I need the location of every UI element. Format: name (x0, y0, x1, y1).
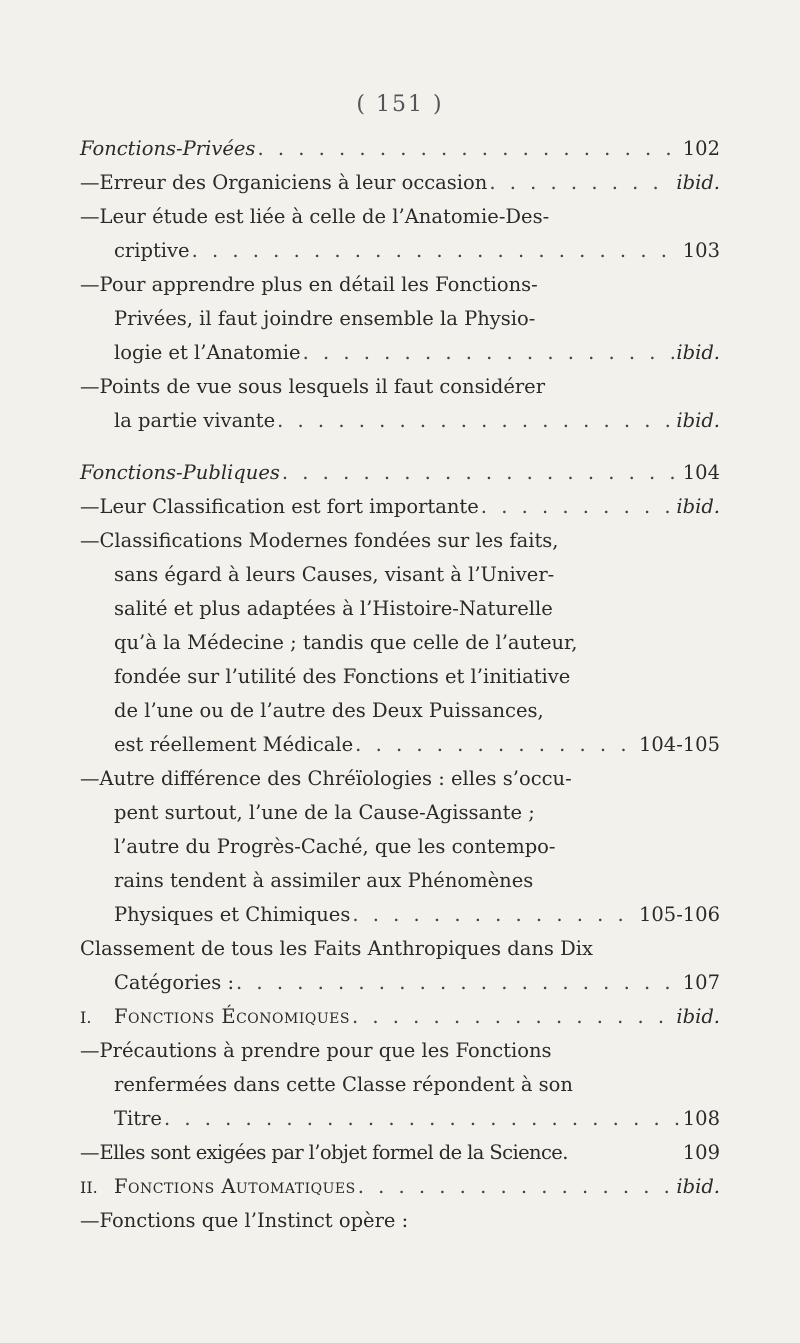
dot-leader (352, 898, 637, 932)
toc-entry-continuation (80, 830, 720, 864)
entry-text: rains tendent à assimiler aux Phénomènes (114, 869, 534, 892)
page-ref: 109 (682, 1141, 720, 1164)
toc-entry: —Fonctions que l’Instinct opère : (80, 1209, 409, 1232)
toc-category (80, 1170, 720, 1204)
entry-text: l’autre du Progrès-Caché, que les contempo- (114, 835, 556, 858)
heading-text: Fonctions-Privées (80, 137, 256, 160)
dot-leader (481, 490, 675, 524)
entry-text: est réellement Médicale (114, 733, 354, 756)
dot-leader (355, 728, 637, 762)
page-ref: ibid. (676, 1175, 720, 1198)
toc-entry: —Leur étude est liée à celle de l’Anatomie-Des- (80, 205, 550, 228)
category-title: Fonctions Économiques (114, 1005, 350, 1028)
page-ref: 105-106 (638, 903, 720, 926)
entry-text: Points de vue sous lesquels il faut considérer (99, 375, 546, 398)
dot-leader (282, 456, 681, 490)
toc-section-continuation (80, 966, 720, 1000)
entry-text: Erreur des Organiciens à leur occasion (99, 171, 488, 194)
page-ref: 104-105 (638, 733, 720, 756)
entry-text: Leur étude est liée à celle de l’Anatomie-Des- (99, 205, 550, 228)
dot-leader (192, 234, 681, 268)
toc-entry-continuation (80, 1068, 720, 1102)
page-ref: 108 (682, 1107, 720, 1130)
toc-entry-continuation (80, 626, 720, 660)
dot-leader (489, 166, 674, 200)
toc-entry-continuation (80, 898, 720, 932)
toc-entry-continuation (80, 558, 720, 592)
entry-text: Titre (114, 1107, 162, 1130)
toc-entry-continuation (80, 592, 720, 626)
entry-text: Précautions à prendre pour que les Fonctions (99, 1039, 552, 1062)
page-ref: ibid. (676, 1005, 720, 1028)
toc-entry-continuation (80, 694, 720, 728)
category-number: I. (80, 1008, 92, 1027)
toc-entry-continuation (80, 660, 720, 694)
entry-text: salité et plus adaptées à l’Histoire-Naturelle (114, 597, 553, 620)
entry-text: Privées, il faut joindre ensemble la Physio- (114, 307, 536, 330)
entry-text: Pour apprendre plus en détail les Fonctions- (99, 273, 538, 296)
toc-entry-continuation (80, 1102, 720, 1136)
page-ref: 103 (682, 239, 720, 262)
entry-text: Elles sont exigées par l’objet formel de la Science. (99, 1141, 568, 1164)
page-ref: ibid. (676, 409, 720, 432)
dot-leader (303, 336, 675, 370)
entry-text: renfermées dans cette Classe répondent à son (114, 1073, 573, 1096)
toc-entry: —Points de vue sous lesquels il faut considérer (80, 375, 546, 398)
entry-text: Fonctions que l’Instinct opère : (99, 1209, 409, 1232)
toc-category (80, 1000, 720, 1034)
toc-entry: —Autre différence des Chréïologies : elles s’occu- (80, 767, 572, 790)
entry-text: criptive (114, 239, 190, 262)
toc-entry: —Classifications Modernes fondées sur les faits, (80, 529, 559, 552)
page-ref: ibid. (676, 341, 720, 364)
dot-leader (352, 1000, 674, 1034)
table-of-contents (80, 132, 720, 1238)
dot-leader (358, 1170, 675, 1204)
entry-text: la partie vivante (114, 409, 276, 432)
entry-text: fondée sur l’utilité des Fonctions et l’initiative (114, 665, 571, 688)
entry-text: sans égard à leurs Causes, visant à l’Univer- (114, 563, 555, 586)
page-ref: ibid. (676, 495, 720, 518)
entry-text: Autre différence des Chréïologies : elles s’occu- (99, 767, 572, 790)
entry-text: pent surtout, l’une de la Cause-Agissante ; (114, 801, 535, 824)
toc-entry: —Erreur des Organiciens à leur occasion . . . ibid. (80, 166, 720, 200)
toc-entry-continuation (80, 728, 720, 762)
entry-text: Classifications Modernes fondées sur les faits, (99, 529, 559, 552)
dot-leader (277, 404, 674, 438)
dot-leader (257, 132, 680, 166)
dot-leader (164, 1102, 681, 1136)
toc-entry-continuation (80, 336, 720, 370)
entry-text: Catégories : (114, 971, 235, 994)
toc-entry-continuation (80, 302, 720, 336)
category-title: Fonctions Automatiques (114, 1175, 356, 1198)
entry-text: de l’une ou de l’autre des Deux Puissances, (114, 699, 544, 722)
toc-entry: —Leur Classification est fort importante . . . ibid. (80, 490, 720, 524)
entry-text: Physiques et Chimiques (114, 903, 351, 926)
category-number: II. (80, 1178, 98, 1197)
heading-text: Fonctions-Publiques (80, 461, 280, 484)
toc-entry: —Précautions à prendre pour que les Fonctions (80, 1039, 552, 1062)
page-ref: 104 (682, 461, 720, 484)
toc-entry-continuation (80, 234, 720, 268)
toc-entry-continuation (80, 796, 720, 830)
toc-entry: —Elles sont exigées par l’objet formel de la Science. 109 (80, 1136, 720, 1170)
page-ref: 102 (682, 137, 720, 160)
toc-heading (80, 132, 720, 166)
toc-entry: —Pour apprendre plus en détail les Fonctions- (80, 273, 538, 296)
toc-heading (80, 456, 720, 490)
entry-text: qu’à la Médecine ; tandis que celle de l’auteur, (114, 631, 578, 654)
dot-leader (236, 966, 681, 1000)
toc-entry-continuation (80, 864, 720, 898)
entry-text: Leur Classification est fort importante (99, 495, 479, 518)
page-ref: 107 (682, 971, 720, 994)
entry-text: Classement de tous les Faits Anthropiques dans Dix (80, 937, 593, 960)
entry-text: logie et l’Anatomie (114, 341, 301, 364)
toc-section (80, 932, 720, 966)
page-number: ( 151 ) (356, 92, 444, 117)
page-ref: ibid. (676, 171, 720, 194)
toc-entry-continuation (80, 404, 720, 438)
